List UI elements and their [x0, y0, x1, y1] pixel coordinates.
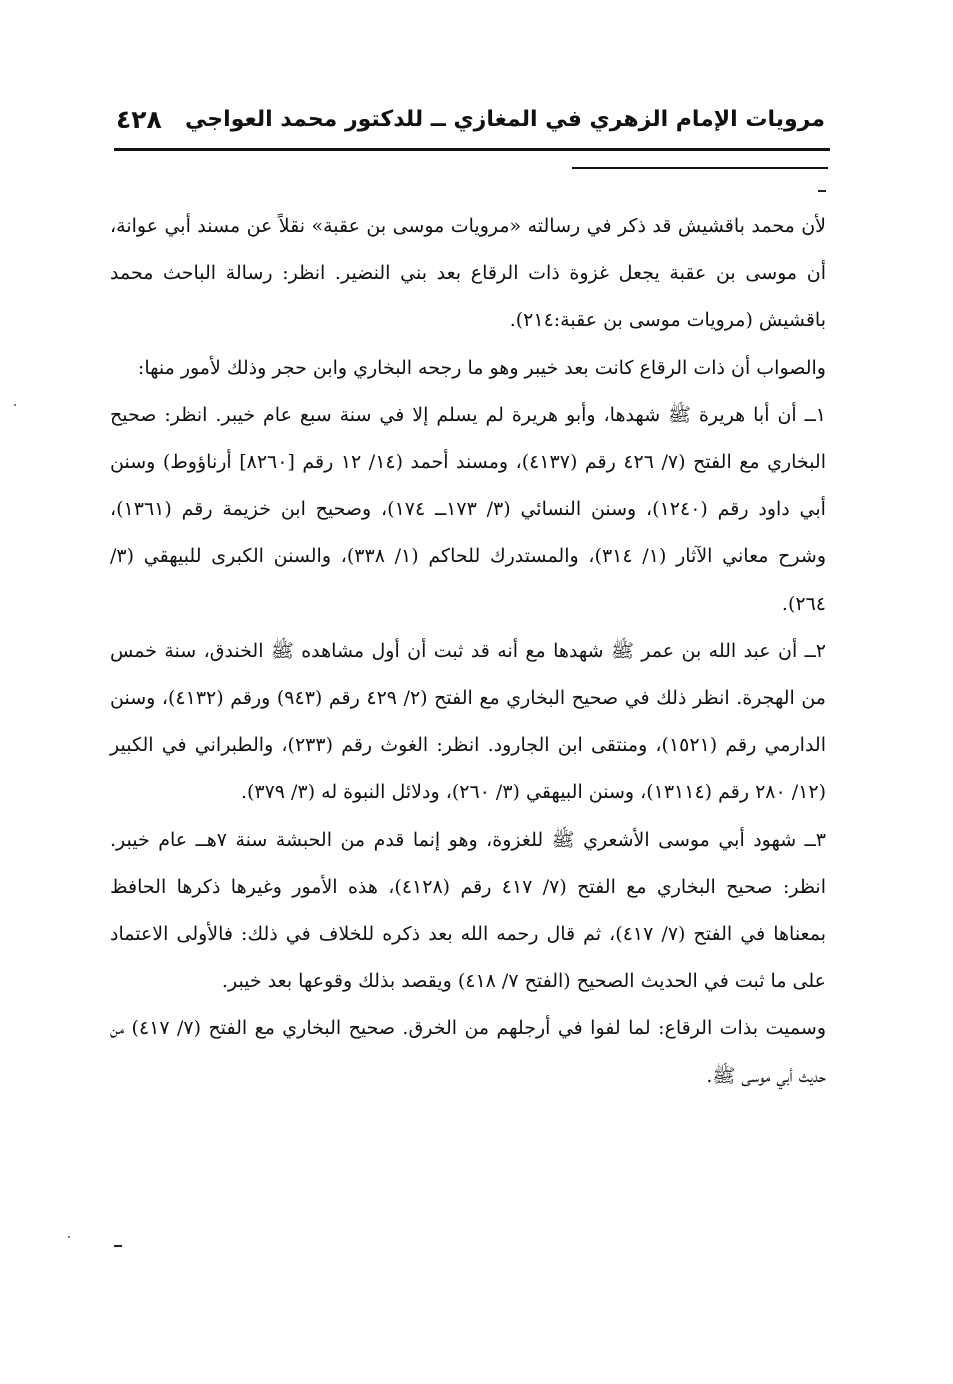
- footnote-separator: [572, 167, 828, 169]
- scan-speck: [14, 404, 16, 406]
- scan-speck: [68, 1236, 70, 1238]
- footnote-body: [110, 203, 826, 1100]
- paragraph-reason-1: ١ــ أن أبا هريرة ﷺ شهدها، وأبو هريرة لم يسلم إلا في سنة سبع عام خيبر. انظر: صحيح البخاري مع الفتح (٧/ ٤٢٦ رقم (٤١٣٧)، ومسند أحمد (١٤/ ١٢ رقم [٨٢٦٠] أرناؤوط) وسنن أبي داود رقم (١٢٤٠)، وسنن النسائي (٣/ ١٧٣ــ ١٧٤)، وصحيح ابن خزيمة رقم (١٣٦١)، وشرح معاني الآثار (١/ ٣١٤)، والمستدرك للحاكم (١/ ٣٣٨)، والسنن الكبرى للبيهقي (٣/ ٢٦٤).: [110, 403, 826, 615]
- paragraph-intro: لأن محمد باقشيش قد ذكر في رسالته «مرويات موسى بن عقبة» نقلاً عن مسند أبي عوانة، أن موسى بن عقبة يجعل غزوة ذات الرقاع بعد بني النضير. انظر: رسالة الباحث محمد باقشيش (مرويات موسى بن عقبة:٢١٤).: [110, 215, 826, 332]
- paragraph-conclusion: والصواب أن ذات الرقاع كانت بعد خيبر وهو ما رجحه البخاري وابن حجر وذلك لأمور منها:: [137, 356, 826, 379]
- header-rule: [114, 148, 830, 151]
- paragraph-naming: وسميت بذات الرقاع: لما لفوا في أرجلهم من الخرق. صحيح البخاري مع الفتح (٧/ ٤١٧) من حديث أبي موسى ﷺ.: [110, 1017, 826, 1087]
- paragraph-reason-2: ٢ــ أن عبد الله بن عمر ﷺ شهدها مع أنه قد ثبت أن أول مشاهده ﷺ الخندق، سنة خمس من الهجرة. انظر ذلك في صحيح البخاري مع الفتح (٢/ ٤٢٩ رقم (٩٤٣) ورقم (٤١٣٢)، وسنن الدارمي رقم (١٥٢١)، ومنتقى ابن الجارود. انظر: الغوث رقم (٢٣٣)، والطبراني في الكبير (١٢/ ٢٨٠ رقم (١٣١١٤)، وسنن البيهقي (٣/ ٢٦٠)، ودلائل النبوة له (٣/ ٣٧٩).: [110, 639, 826, 804]
- margin-mark-top: [818, 190, 826, 192]
- page-number: ٤٢٨: [116, 105, 162, 134]
- running-header-title: مرويات الإمام الزهري في المغازي ــ للدكتور محمد العواجي: [185, 107, 825, 132]
- margin-mark-bottom: [114, 1245, 122, 1247]
- paragraph-reason-3: ٣ــ شهود أبي موسى الأشعري ﷺ للغزوة، وهو إنما قدم من الحبشة سنة ٧هــ عام خيبر. انظر: صحيح البخاري مع الفتح (٧/ ٤١٧ رقم (٤١٢٨)، هذه الأمور وغيرها ذكرها الحافظ بمعناها في الفتح (٧/ ٤١٧)، ثم قال رحمه الله بعد ذكره للخلاف في ذلك: فالأولى الاعتماد على ما ثبت في الحديث الصحيح (الفتح ٧/ ٤١٨) ويقصد بذلك وقوعها بعد خيبر.: [110, 828, 827, 993]
